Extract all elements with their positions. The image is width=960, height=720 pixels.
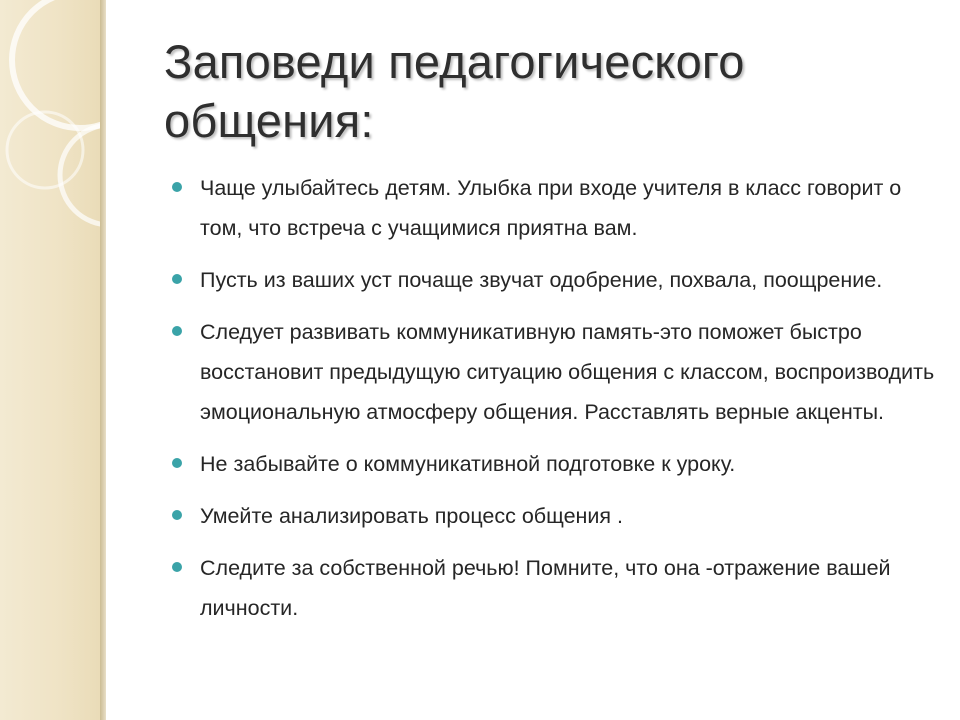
decorative-side-band (0, 0, 100, 720)
bullet-item (172, 548, 942, 628)
bullet-text: Следите за собственной речью! Помните, что она -отражение вашей личности. (200, 556, 891, 620)
bullet-dot-icon (172, 562, 182, 572)
bullet-item (172, 444, 942, 484)
slide-title: Заповеди педагогического общения: (164, 35, 745, 147)
bullet-dot-icon (172, 326, 182, 336)
bullet-dot-icon (172, 274, 182, 284)
slide-content (112, 0, 960, 720)
bullet-item (172, 168, 942, 248)
bullet-text: Умейте анализировать процесс общения . (200, 504, 623, 528)
bullet-text: Пусть из ваших уст почаще звучат одобрение, похвала, поощрение. (200, 268, 883, 292)
bullet-text: Не забывайте о коммуникативной подготовке к уроку. (200, 452, 736, 476)
bullet-text: Чаще улыбайтесь детям. Улыбка при входе учителя в класс говорит о том, что встреча с учащимися приятна вам. (200, 176, 902, 240)
bullet-item (172, 312, 942, 432)
bullet-dot-icon (172, 510, 182, 520)
bullet-item (172, 260, 942, 300)
bullet-list (172, 168, 942, 640)
bullet-item (172, 496, 942, 536)
bullet-text: Следует развивать коммуникативную память-это поможет быстро восстановит предыдущую ситуацию общения с классом, воспроизводить эмоциональную атмосферу общения. Расставлять верные акценты. (200, 320, 935, 424)
bullet-dot-icon (172, 182, 182, 192)
decorative-circles (0, 0, 100, 320)
side-band-edge (100, 0, 106, 720)
bullet-dot-icon (172, 458, 182, 468)
